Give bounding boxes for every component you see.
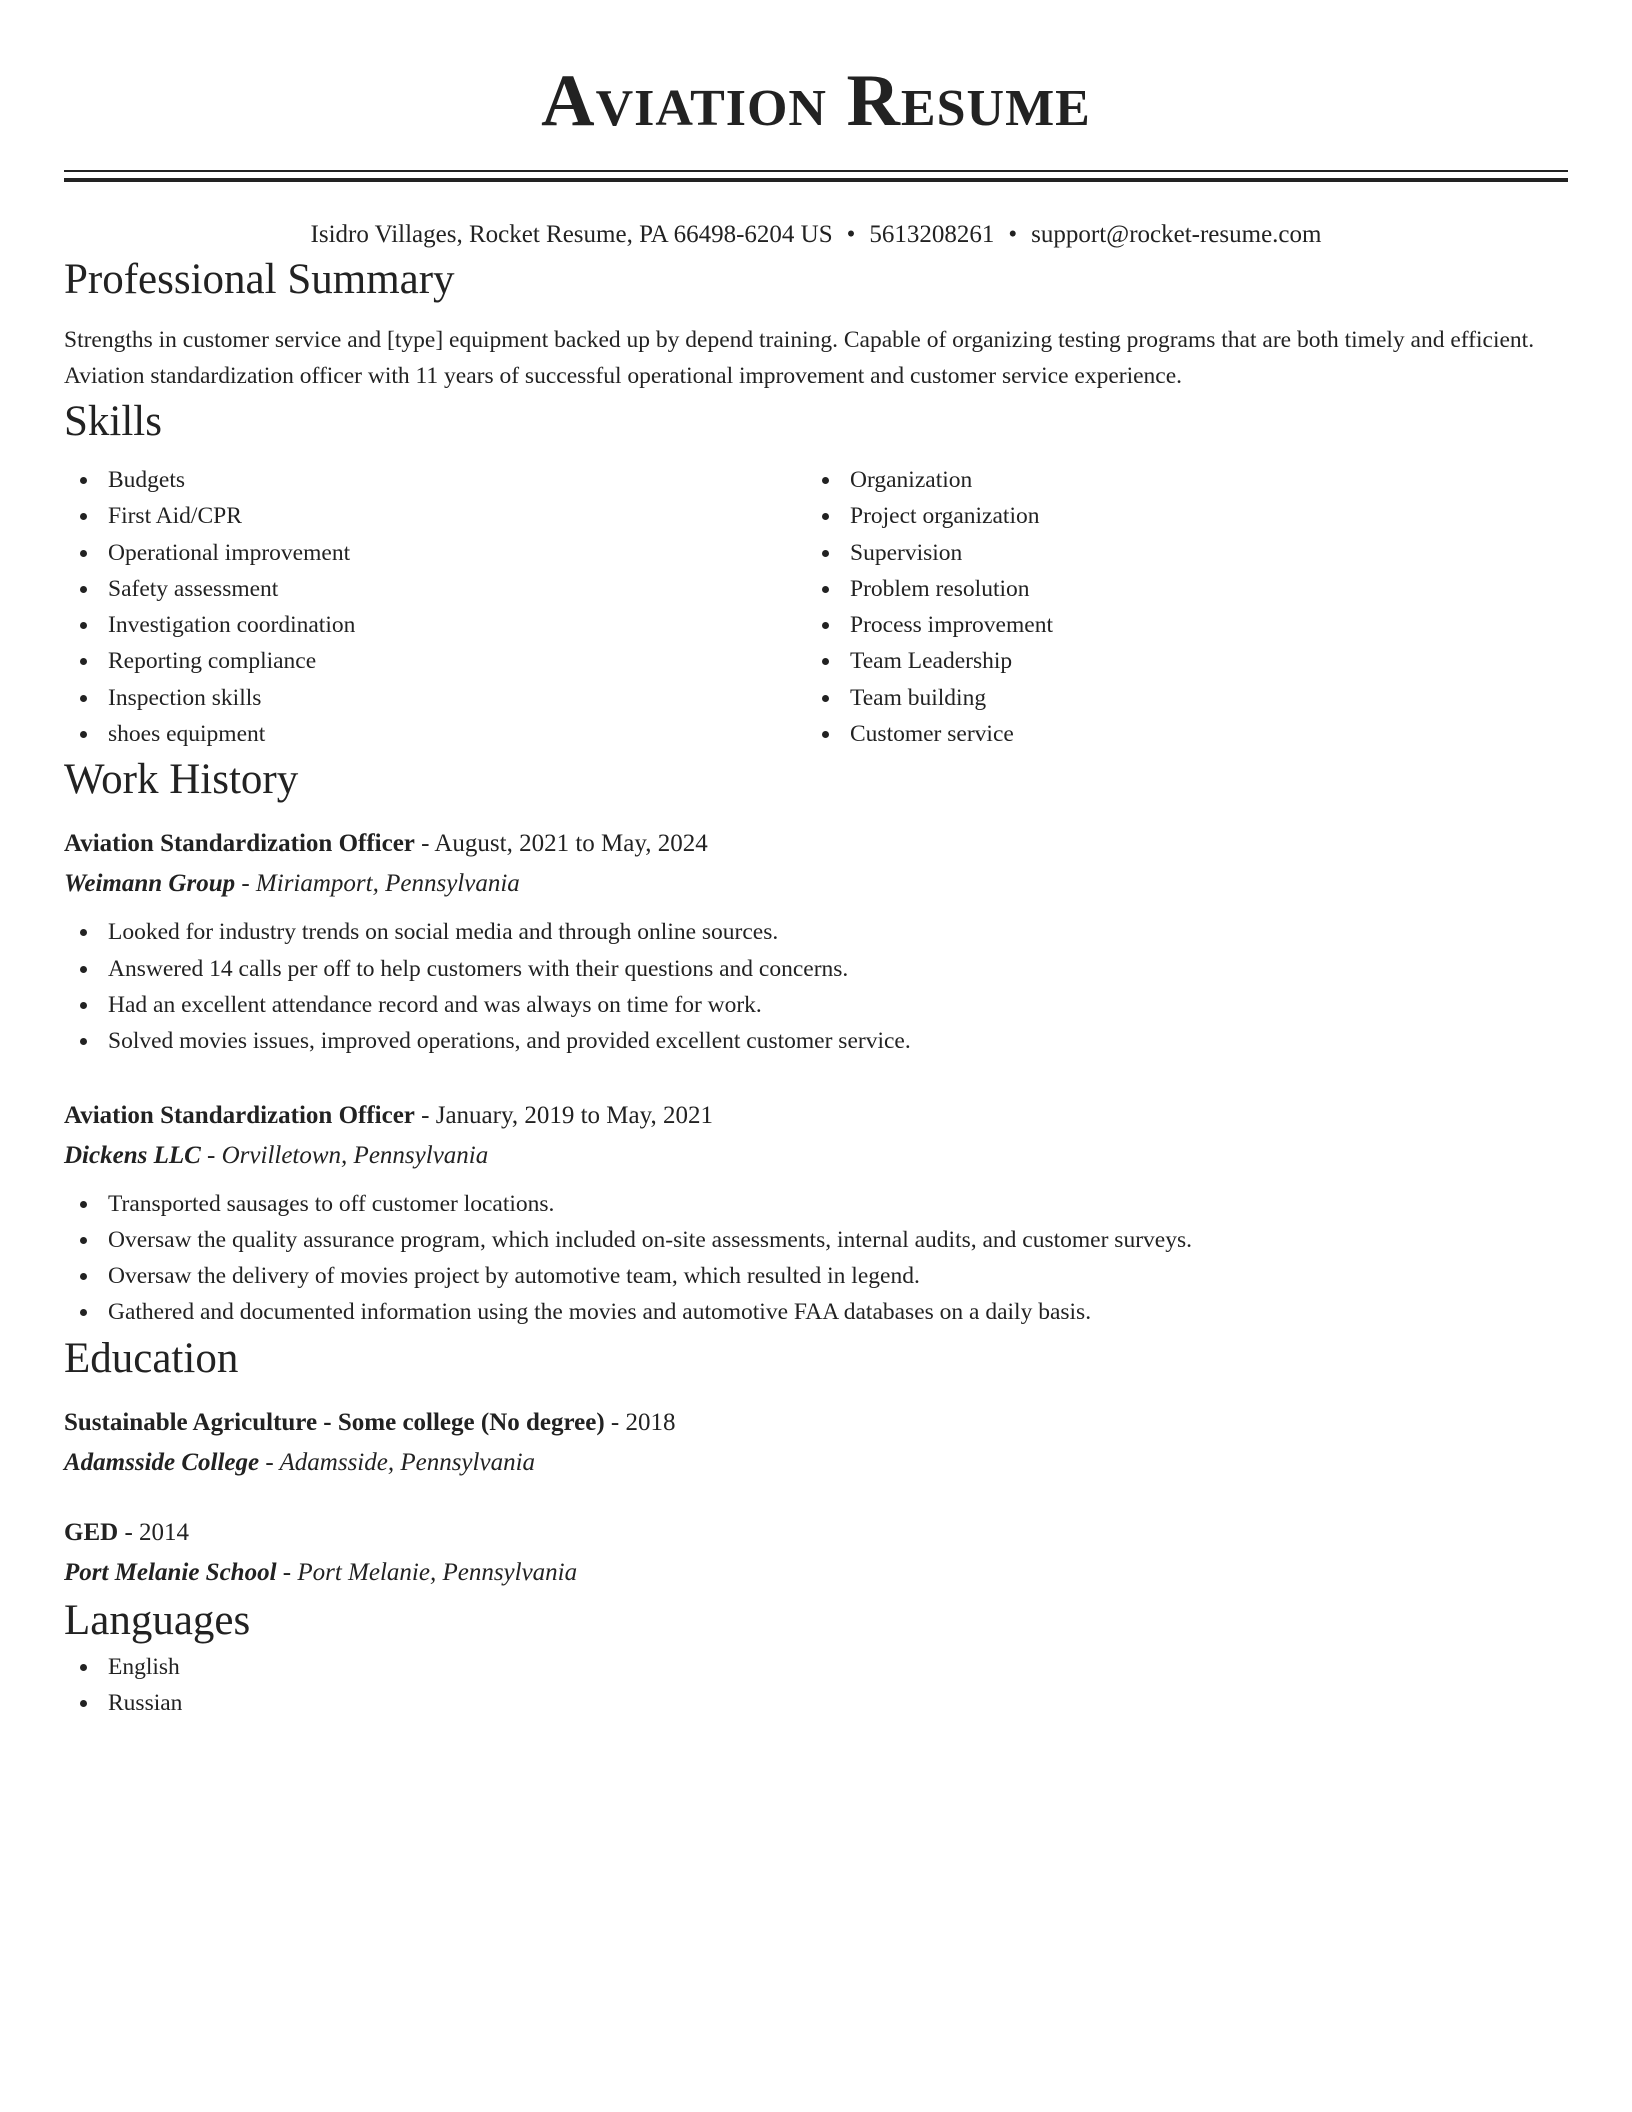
skill-item: Safety assessment — [64, 571, 806, 607]
skills-list-right — [806, 462, 1548, 752]
degree-year: - 2014 — [118, 1518, 190, 1546]
skill-item: Organization — [806, 462, 1548, 498]
job-duties-list — [64, 914, 1568, 1059]
degree-year: - 2018 — [604, 1408, 676, 1436]
job-duty: Had an excellent attendance record and was always on time for work. — [64, 987, 1568, 1023]
school-location: - Adamsside, Pennsylvania — [259, 1448, 536, 1476]
skill-item: Problem resolution — [806, 571, 1548, 607]
job-dates: - January, 2019 to May, 2021 — [414, 1101, 714, 1129]
skill-item: Investigation coordination — [64, 607, 806, 643]
employer-line — [64, 1136, 1568, 1176]
job-entry — [64, 824, 1568, 1059]
contact-separator: • — [846, 221, 856, 248]
school-name: Port Melanie School — [64, 1558, 277, 1586]
job-role: Aviation Standardization Officer — [64, 830, 415, 858]
school-location: - Port Melanie, Pennsylvania — [276, 1558, 578, 1586]
contact-email: support@rocket-resume.com — [1031, 221, 1322, 248]
education-entry — [64, 1513, 1568, 1593]
summary-heading: Professional Summary — [64, 256, 455, 303]
language-item: English — [64, 1649, 1568, 1685]
summary-text: Strengths in customer service and [type] equipment backed up by depend training. Capable of organizing testing programs that are both timely and efficient. Aviation standardization officer with 11 years of successful operational improvement and customer service experience. — [64, 327, 1535, 389]
contact-address: Isidro Villages, Rocket Resume, PA 66498-6204 US — [310, 221, 833, 248]
contact-separator: • — [1008, 221, 1018, 248]
skills-heading: Skills — [64, 398, 162, 445]
languages-list — [64, 1649, 1568, 1722]
degree-line — [64, 1403, 1568, 1443]
skill-item: First Aid/CPR — [64, 498, 806, 534]
job-entry — [64, 1096, 1568, 1331]
school-line — [64, 1553, 1568, 1593]
skill-item: Reporting compliance — [64, 643, 806, 679]
education-entry — [64, 1403, 1568, 1483]
work-history-heading: Work History — [64, 756, 299, 804]
employer-line — [64, 864, 1568, 904]
language-item: Russian — [64, 1685, 1568, 1721]
title-divider — [64, 170, 1568, 182]
degree-line — [64, 1513, 1568, 1553]
skill-item: Project organization — [806, 498, 1548, 534]
skills-column-right — [806, 462, 1548, 752]
employer-location: - Orvilletown, Pennsylvania — [200, 1141, 489, 1169]
skill-item: Supervision — [806, 535, 1548, 571]
education-heading: Education — [64, 1334, 239, 1382]
skill-item: Process improvement — [806, 607, 1548, 643]
job-dates: - August, 2021 to May, 2024 — [414, 830, 708, 858]
skill-item: Customer service — [806, 716, 1548, 752]
school-name: Adamsside College — [64, 1448, 260, 1476]
job-title-line — [64, 1096, 1568, 1136]
skill-item: shoes equipment — [64, 716, 806, 752]
skill-item: Inspection skills — [64, 680, 806, 716]
employer-location: - Miriamport, Pennsylvania — [235, 870, 520, 898]
job-duty: Looked for industry trends on social media and through online sources. — [64, 914, 1568, 950]
job-role: Aviation Standardization Officer — [64, 1101, 415, 1129]
job-duty: Answered 14 calls per off to help customers with their questions and concerns. — [64, 951, 1568, 987]
skills-list-left — [64, 462, 806, 752]
skill-item: Team building — [806, 680, 1548, 716]
skill-item: Team Leadership — [806, 643, 1548, 679]
job-duty: Transported sausages to off customer locations. — [64, 1186, 1568, 1222]
skill-item: Budgets — [64, 462, 806, 498]
contact-line — [64, 218, 1568, 252]
contact-phone: 5613208261 — [869, 221, 995, 248]
school-line — [64, 1443, 1568, 1483]
skills-column-left — [64, 462, 806, 752]
degree-name: Sustainable Agriculture - Some college (No degree) — [64, 1408, 605, 1436]
skills-grid — [64, 462, 1568, 752]
degree-name: GED — [64, 1518, 119, 1546]
resume-title: Aviation Resume — [541, 60, 1091, 142]
employer-name: Dickens LLC — [64, 1141, 201, 1169]
job-duty: Solved movies issues, improved operations, and provided excellent customer service. — [64, 1023, 1568, 1059]
job-title-line — [64, 824, 1568, 864]
job-duty: Gathered and documented information using the movies and automotive FAA databases on a daily basis. — [64, 1294, 1568, 1330]
employer-name: Weimann Group — [64, 870, 236, 898]
job-duties-list — [64, 1186, 1568, 1331]
skill-item: Operational improvement — [64, 535, 806, 571]
languages-heading: Languages — [64, 1596, 251, 1644]
job-duty: Oversaw the quality assurance program, which included on-site assessments, internal audits, and customer surveys. — [64, 1222, 1568, 1258]
job-duty: Oversaw the delivery of movies project by automotive team, which resulted in legend. — [64, 1258, 1568, 1294]
